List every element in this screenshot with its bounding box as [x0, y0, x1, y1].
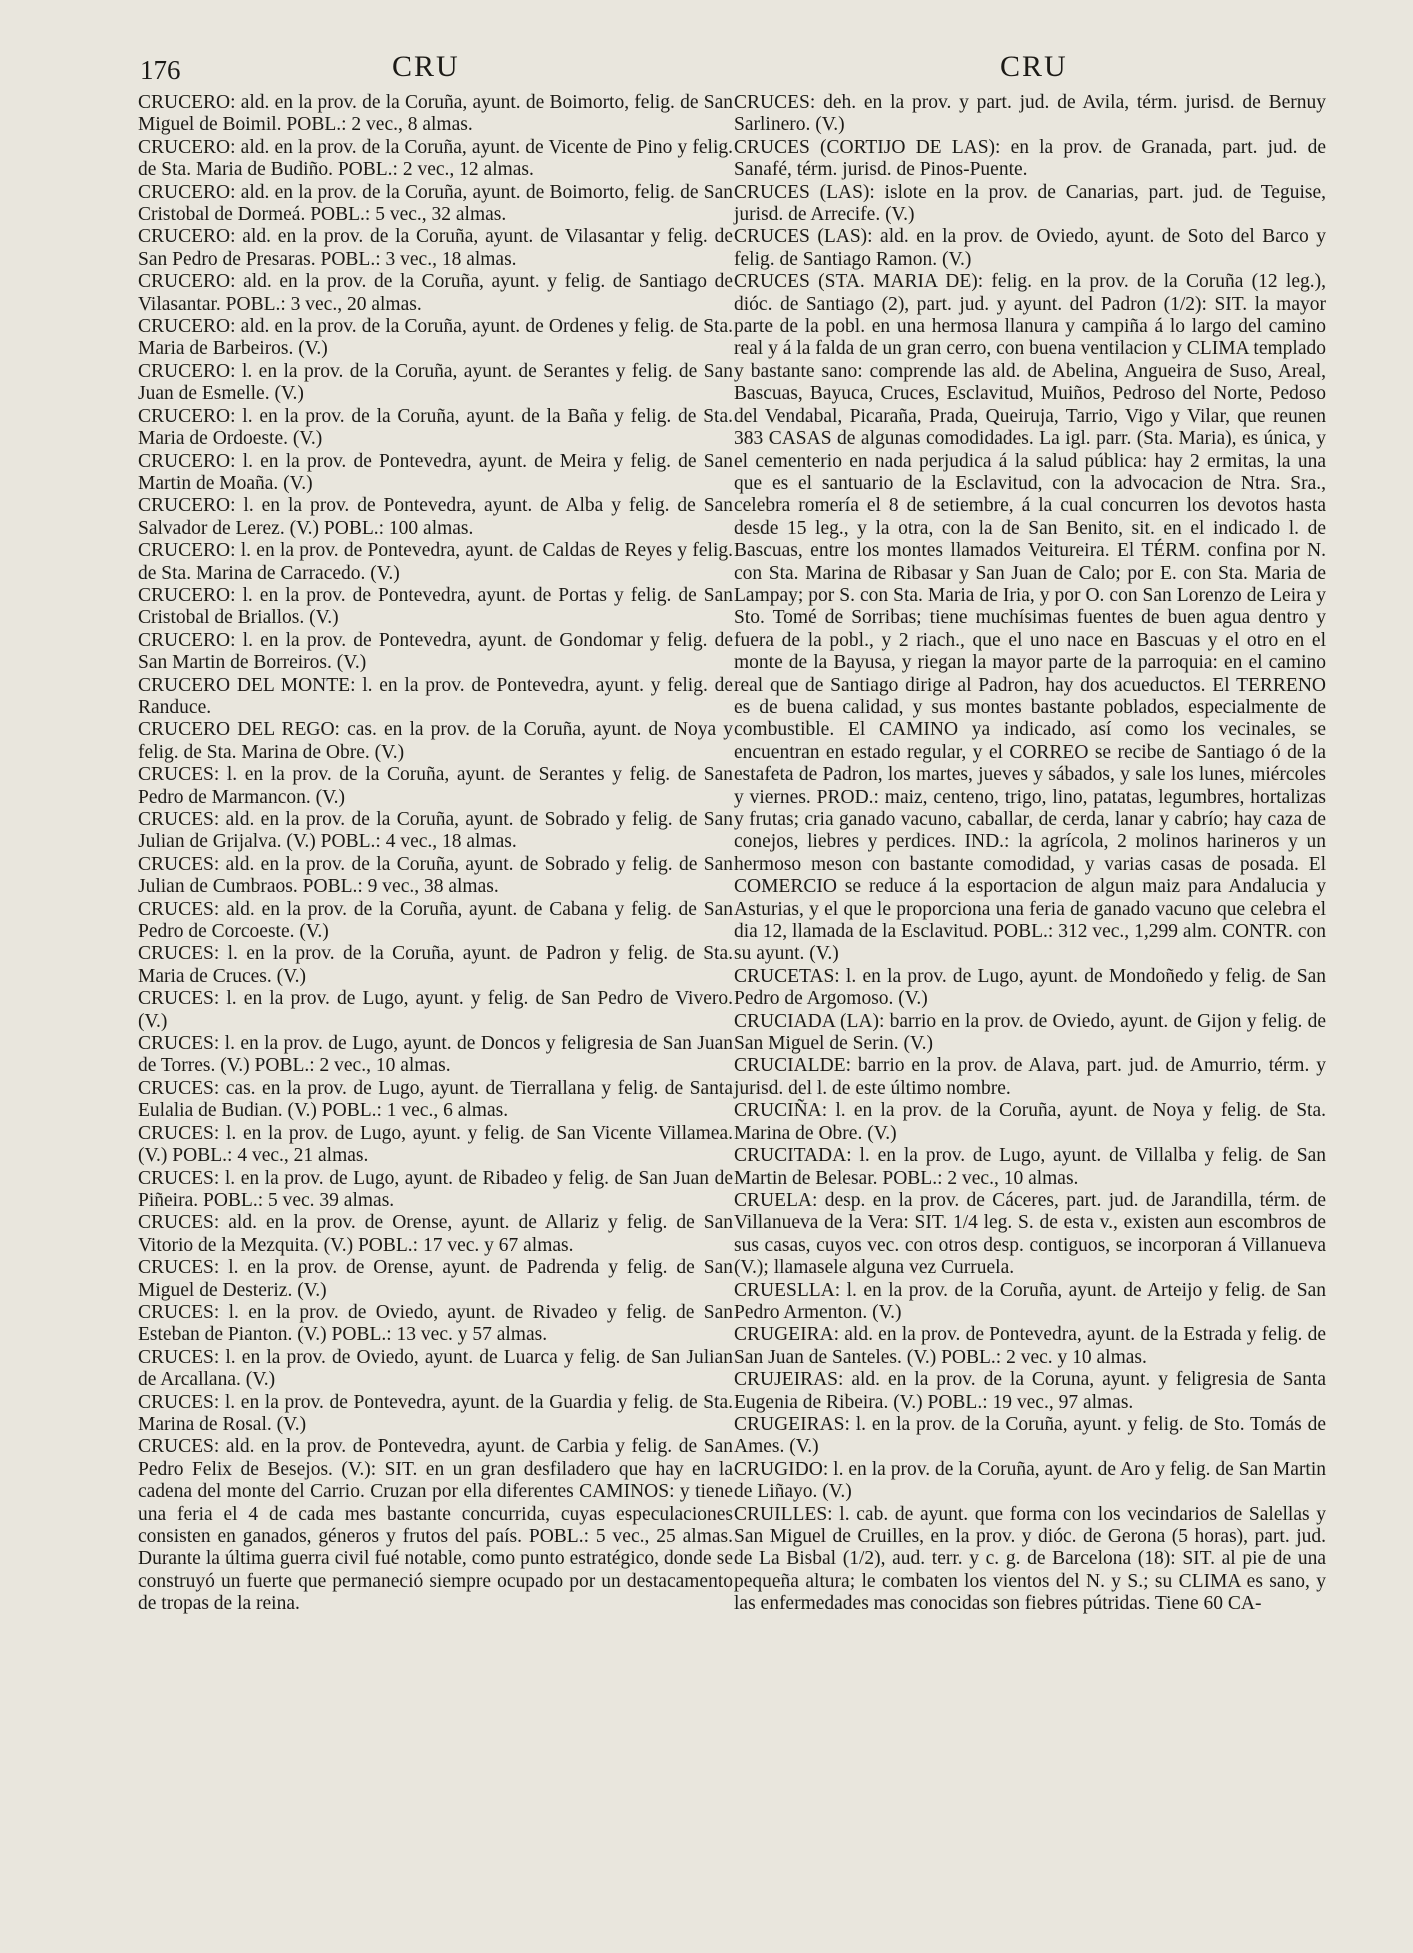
running-head-right: CRU	[1000, 50, 1068, 83]
entry: CRUCERO: ald. en la prov. de la Coruña, ayunt. de Vicente de Pino y felig. de Sta. Maria de Budiño. POBL.: 2 vec., 12 almas.	[138, 136, 733, 181]
entry: CRUCES (STA. MARIA DE): felig. en la prov. de la Coruña (12 leg.), dióc. de Santiago (2), part. jud. y ayunt. del Padron (1/2): SIT. la mayor parte de la pobl. en una hermosa llanura y campiña á lo largo del camino real y á la falda de un gran cerro, con buena ventilacion y CLIMA templado y bastante sano: comprende las ald. de Abelina, Angueira de Suso, Areal, Bascuas, Bayuca, Cruces, Esclavitud, Muiños, Pedroso del Norte, Pedoso del Vendabal, Picaraña, Prada, Queiruja, Tarrio, Vigo y Vilar, que reunen 383 CASAS de algunas comodidades. La igl. parr. (Sta. Maria), es única, y el cementerio en nada perjudica á la salud pública: hay 2 ermitas, la una que es el santuario de la Esclavitud, con la advocacion de Ntra. Sra., celebra romería el 8 de setiembre, á la cual concurren los devotos hasta desde 15 leg., y la otra, con la de San Benito, sit. en el indicado l. de Bascuas, entre los montes llamados Veitureira. El TÉRM. confina por N. con Sta. Marina de Ribasar y San Juan de Calo; por E. con Sta. Maria de Lampay; por S. con Sta. Maria de Iria, y por O. con San Lorenzo de Leira y Sto. Tomé de Sorribas; tiene muchísimas fuentes de buen agua dentro y fuera de la pobl., y 2 riach., que el uno nace en Bascuas y el otro en el monte de la Bayusa, y riegan la mayor parte de la parroquia: en el camino real que de Santiago dirige al Padron, hay dos acueductos. El TERRENO es de buena calidad, y sus montes bastante poblados, especialmente de combustible. El CAMINO ya indicado, así como los vecinales, se encuentran en estado regular, y el CORREO se recibe de Santiago ó de la estafeta de Padron, los martes, jueves y sábados, y sale los lunes, miércoles y viernes. PROD.: maiz, centeno, trigo, lino, patatas, legumbres, hortalizas y frutas; cria ganado vacuno, caballar, de cerda, lanar y cabrío; hay caza de conejos, liebres y perdices. IND.: la agrícola, 2 molinos harineros y un hermoso meson con bastante comodidad, y varias casas de posada. El COMERCIO se reduce á la esportacion de algun maiz para Andalucia y Asturias, y el que le proporciona una feria de ganado vacuno que celebra el dia 12, llamada de la Esclavitud. POBL.: 312 vec., 1,299 alm. CONTR. con su ayunt. (V.)	[734, 271, 1326, 965]
entry: CRUCES: l. en la prov. de Lugo, ayunt. de Doncos y feligresia de San Juan de Torres. (V.) POBL.: 2 vec., 10 almas.	[138, 1033, 733, 1077]
entry: CRUCETAS: l. en la prov. de Lugo, ayunt. de Mondoñedo y felig. de San Pedro de Argomoso. (V.)	[734, 965, 1326, 1010]
entry: CRUCES: ald. en la prov. de la Coruña, ayunt. de Cabana y felig. de San Pedro de Corcoeste. (V.)	[138, 898, 733, 943]
entry: CRUCERO: l. en la prov. de Pontevedra, ayunt. de Gondomar y felig. de San Martin de Borreiros. (V.)	[138, 629, 733, 674]
entry: CRUCERO: l. en la prov. de Pontevedra, ayunt. de Caldas de Reyes y felig. de Sta. Marina de Carracedo. (V.)	[138, 540, 733, 584]
entry: CRUCES: ald. en la prov. de la Coruña, ayunt. de Sobrado y felig. de San Julian de Cumbraos. POBL.: 9 vec., 38 almas.	[138, 853, 733, 898]
entry: CRUCES (LAS): ald. en la prov. de Oviedo, ayunt. de Soto del Barco y felig. de Santiago Ramon. (V.)	[734, 226, 1326, 270]
entry: CRUGEIRA: ald. en la prov. de Pontevedra, ayunt. de la Estrada y felig. de San Juan de Santeles. (V.) POBL.: 2 vec. y 10 almas.	[734, 1324, 1326, 1368]
entry: CRUCES: ald. en la prov. de la Coruña, ayunt. de Sobrado y felig. de San Julian de Grijalva. (V.) POBL.: 4 vec., 18 almas.	[138, 809, 733, 853]
entry: CRUGEIRAS: l. en la prov. de la Coruña, ayunt. y felig. de Sto. Tomás de Ames. (V.)	[734, 1413, 1326, 1458]
entry: CRUCERO: ald. en la prov. de la Coruña, ayunt. de Vilasantar y felig. de San Pedro de Presaras. POBL.: 3 vec., 18 almas.	[138, 226, 733, 270]
entry: CRUCERO: ald. en la prov. de la Coruña, ayunt. y felig. de Santiago de Vilasantar. POBL.: 3 vec., 20 almas.	[138, 271, 733, 315]
right-column	[734, 92, 1326, 1616]
entry: CRUCES: deh. en la prov. y part. jud. de Avila, térm. jurisd. de Bernuy Sarlinero. (V.)	[734, 92, 1326, 136]
entry: CRUCERO: ald. en la prov. de la Coruña, ayunt. de Boimorto, felig. de San Cristobal de Dormeá. POBL.: 5 vec., 32 almas.	[138, 181, 733, 226]
entry: CRUCIALDE: barrio en la prov. de Alava, part. jud. de Amurrio, térm. y jurisd. del l. de este último nombre.	[734, 1055, 1326, 1099]
entry: CRUCES (LAS): islote en la prov. de Canarias, part. jud. de Teguise, jurisd. de Arrecife. (V.)	[734, 181, 1326, 226]
entry: CRUCES: ald. en la prov. de Orense, ayunt. de Allariz y felig. de San Vitorio de la Mezquita. (V.) POBL.: 17 vec. y 67 almas.	[138, 1212, 733, 1256]
entry: CRUCERO DEL REGO: cas. en la prov. de la Coruña, ayunt. de Noya y felig. de Sta. Marina de Obre. (V.)	[138, 719, 733, 763]
entry: CRUCIADA (LA): barrio en la prov. de Oviedo, ayunt. de Gijon y felig. de San Miguel de Serin. (V.)	[734, 1010, 1326, 1055]
entry: CRUCES (CORTIJO DE LAS): en la prov. de Granada, part. jud. de Sanafé, térm. jurisd. de Pinos-Puente.	[734, 136, 1326, 181]
entry: CRUJEIRAS: ald. en la prov. de la Coruna, ayunt. y feligresia de Santa Eugenia de Ribeira. (V.) POBL.: 19 vec., 97 almas.	[734, 1369, 1326, 1413]
entry: CRUCERO: l. en la prov. de la Coruña, ayunt. de Serantes y felig. de San Juan de Esmelle. (V.)	[138, 360, 733, 405]
entry: CRUCES: l. en la prov. de Oviedo, ayunt. de Luarca y felig. de San Julian de Arcallana. (V.)	[138, 1346, 733, 1391]
entry: CRUCERO: ald. en la prov. de la Coruña, ayunt. de Boimorto, felig. de San Miguel de Boimil. POBL.: 2 vec., 8 almas.	[138, 92, 733, 136]
entry: CRUCES: l. en la prov. de Oviedo, ayunt. de Rivadeo y felig. de San Esteban de Pianton. (V.) POBL.: 13 vec. y 57 almas.	[138, 1301, 733, 1346]
entry: CRUESLLA: l. en la prov. de la Coruña, ayunt. de Arteijo y felig. de San Pedro Armenton. (V.)	[734, 1279, 1326, 1323]
entry: CRUCITADA: l. en la prov. de Lugo, ayunt. de Villalba y felig. de San Martin de Belesar. POBL.: 2 vec., 10 almas.	[734, 1145, 1326, 1189]
entry: CRUCES: l. en la prov. de Pontevedra, ayunt. de la Guardia y felig. de Sta. Marina de Rosal. (V.)	[138, 1391, 733, 1435]
entry: CRUCES: l. en la prov. de Orense, ayunt. de Padrenda y felig. de San Miguel de Desteriz. (V.)	[138, 1257, 733, 1301]
entry: CRUCES: l. en la prov. de Lugo, ayunt. de Ribadeo y felig. de San Juan de Piñeira. POBL.: 5 vec. 39 almas.	[138, 1167, 733, 1211]
entry: CRUELA: desp. en la prov. de Cáceres, part. jud. de Jarandilla, térm. de Villanueva de la Vera: SIT. 1/4 leg. S. de esta v., existen aun escombros de sus casas, cuyos vec. con otros desp. contiguos, se incorporan á Villanueva (V.); llamasele alguna vez Curruela.	[734, 1189, 1326, 1279]
entry: CRUCERO: l. en la prov. de la Coruña, ayunt. de la Baña y felig. de Sta. Maria de Ordoeste. (V.)	[138, 405, 733, 450]
entry: CRUCERO: l. en la prov. de Pontevedra, ayunt. de Alba y felig. de San Salvador de Lerez. (V.) POBL.: 100 almas.	[138, 495, 733, 539]
entry: CRUCES: l. en la prov. de Lugo, ayunt. y felig. de San Vicente Villamea. (V.) POBL.: 4 vec., 21 almas.	[138, 1122, 733, 1167]
entry: CRUGIDO: l. en la prov. de la Coruña, ayunt. de Aro y felig. de San Martin de Liñayo. (V.)	[734, 1458, 1326, 1503]
entry: CRUCES: ald. en la prov. de Pontevedra, ayunt. de Carbia y felig. de San Pedro Felix de Besejos. (V.): SIT. en un gran desfiladero que hay en la cadena del monte del Carrio. Cruzan por ella diferentes CAMINOS: y tiene una feria el 4 de cada mes bastante concurrida, cuyas especulaciones consisten en ganados, géneros y frutos del país. POBL.: 5 vec., 25 almas. Durante la última guerra civil fué notable, como punto estratégico, donde se construyó un fuerte que permaneció siempre ocupado por un destacamento de tropas de la reina.	[138, 1436, 733, 1615]
entry: CRUCES: l. en la prov. de la Coruña, ayunt. de Padron y felig. de Sta. Maria de Cruces. (V.)	[138, 943, 733, 987]
entry: CRUCIÑA: l. en la prov. de la Coruña, ayunt. de Noya y felig. de Sta. Marina de Obre. (V.)	[734, 1100, 1326, 1144]
entry: CRUCES: l. en la prov. de la Coruña, ayunt. de Serantes y felig. de San Pedro de Marmancon. (V.)	[138, 764, 733, 808]
entry: CRUILLES: l. cab. de ayunt. que forma con los vecindarios de Salellas y San Miguel de Cruilles, en la prov. y dióc. de Gerona (5 horas), part. jud. de La Bisbal (1/2), aud. terr. y c. g. de Barcelona (18): SIT. al pie de una pequeña altura; le combaten los vientos del N. y S.; su CLIMA es sano, y las enfermedades mas conocidas son fiebres pútridas. Tiene 60 CA-	[734, 1503, 1326, 1615]
entry: CRUCES: cas. en la prov. de Lugo, ayunt. de Tierrallana y felig. de Santa Eulalia de Budian. (V.) POBL.: 1 vec., 6 almas.	[138, 1077, 733, 1122]
entry: CRUCERO DEL MONTE: l. en la prov. de Pontevedra, ayunt. y felig. de Randuce.	[138, 674, 733, 718]
left-column	[138, 92, 733, 1616]
entry: CRUCERO: l. en la prov. de Pontevedra, ayunt. de Meira y felig. de San Martin de Moaña. (V.)	[138, 450, 733, 494]
page-number: 176	[140, 55, 181, 85]
running-head-left: CRU	[392, 50, 460, 83]
entry: CRUCES: l. en la prov. de Lugo, ayunt. y felig. de San Pedro de Vivero. (V.)	[138, 988, 733, 1032]
entry: CRUCERO: l. en la prov. de Pontevedra, ayunt. de Portas y felig. de San Cristobal de Briallos. (V.)	[138, 584, 733, 629]
entry: CRUCERO: ald. en la prov. de la Coruña, ayunt. de Ordenes y felig. de Sta. Maria de Barbeiros. (V.)	[138, 316, 733, 360]
